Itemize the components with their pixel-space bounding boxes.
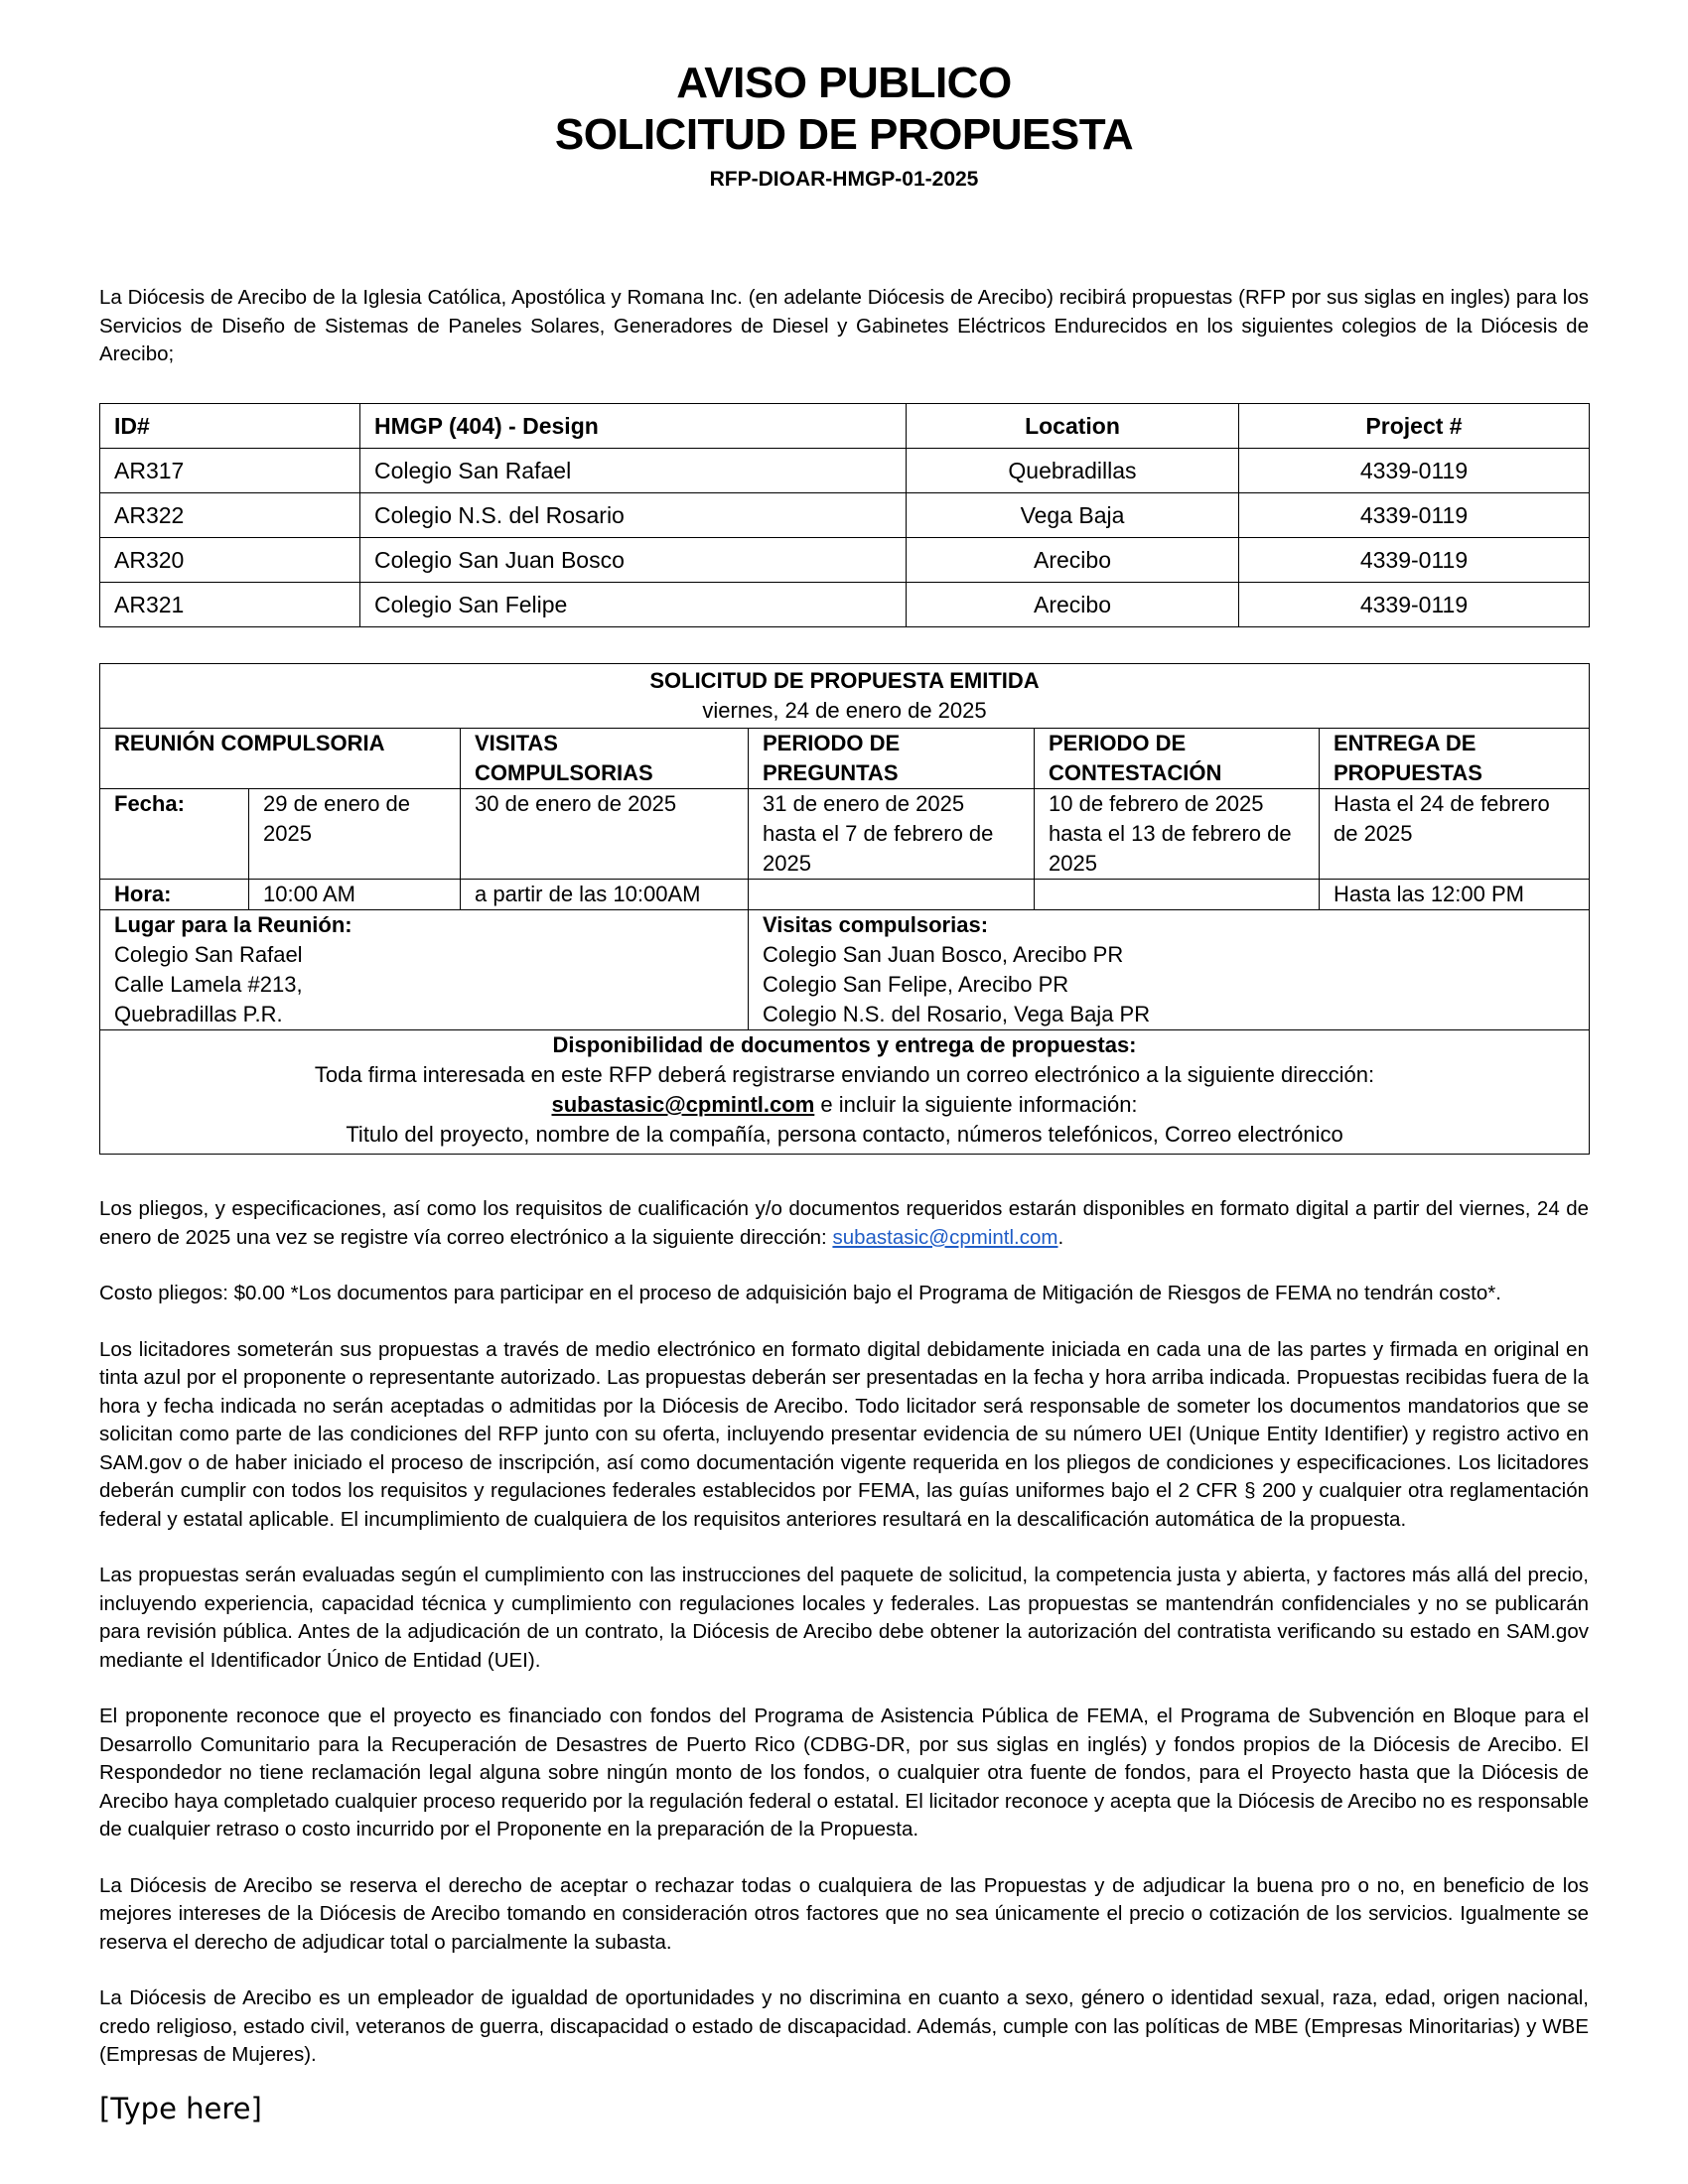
col-header-project: Project # — [1239, 404, 1590, 449]
lugar-line: Quebradillas P.R. — [114, 1002, 283, 1026]
cell-project: 4339-0119 — [1239, 538, 1590, 583]
paragraph-financiamiento: El proponente reconoce que el proyecto es financiado con fondos del Programa de Asistencia Pública de FEMA, el Programa de Subvención en Bloque para el Desarrollo Comunitario para la Recuperación de Desastres de Puerto Rico (CDBG-DR, por sus siglas en inglés) y fondos propios de la Diócesis de Arecibo. El Respondedor no tiene reclamación legal alguna sobre ningún monto de los fondos, o cualquier otra fuente de fondos, para el Proyecto hasta que la Diócesis de Arecibo haya completado cualquier proceso requerido por la regulación federal o estatal. El licitador reconoce y acepta que la Diócesis de Arecibo no es responsable de cualquier retraso o costo incurrido por el Proponente en la preparación de la Propuesta. — [99, 1705, 1589, 1841]
schedule-hora-row — [100, 880, 1590, 910]
disponibilidad-line2-rest: e incluir la siguiente información: — [814, 1092, 1138, 1117]
hora-visitas: a partir de las 10:00AM — [461, 880, 749, 910]
schedule-title-row — [100, 664, 1590, 729]
lugar-label: Lugar para la Reunión: — [114, 912, 352, 937]
intro-paragraph: La Diócesis de Arecibo de la Iglesia Católica, Apostólica y Romana Inc. (en adelante Diócesis de Arecibo) recibirá propuestas (RFP por sus siglas en ingles) para los Servicios de Diseño de Sistemas de Paneles Solares, Generadores de Diesel y Gabinetes Eléctricos Endurecidos en los siguientes colegios de la Diócesis de Arecibo; — [99, 286, 1589, 365]
schedule-fecha-row — [100, 789, 1590, 880]
title-solicitud: SOLICITUD DE PROPUESTA — [554, 110, 1134, 159]
paragraph-licitadores: Los licitadores someterán sus propuestas a través de medio electrónico en formato digital debidamente iniciada en cada una de las partes y firmada en original en tinta azul por el proponente o representante autorizado. Las propuestas deberán ser presentadas en la fecha y hora arriba indicada. Propuestas recibidas fuera de la hora y fecha indicada no serán aceptadas o admitidas por la Diócesis de Arecibo. Todo licitador será responsable de someter los documentos mandatorios que se solicitan como parte de las condiciones del RFP junto con su oferta, incluyendo presentar evidencia de su número UEI (Unique Entity Identifier) y registro activo en SAM.gov o de haber iniciado el proceso de inscripción, así como documentación vigente requerida en los pliegos de condiciones y especificaciones. Los licitadores deberán cumplir con todos los requisitos y regulaciones federales establecidos por FEMA, las guías uniformes bajo el 2 CFR § 200 y cualquier otra reglamentación federal y estatal aplicable. El incumplimiento de cualquiera de los requisitos anteriores resultará en la descalificación automática de la propuesta. — [99, 1337, 1589, 1531]
disponibilidad-line1: Toda firma interesada en este RFP deberá registrarse enviando un correo electrónico a la siguiente dirección: — [314, 1062, 1375, 1087]
disponibilidad-cell — [100, 1030, 1590, 1155]
cell-id: AR317 — [100, 449, 360, 493]
cell-location: Arecibo — [907, 583, 1239, 627]
cell-project: 4339-0119 — [1239, 449, 1590, 493]
email-link[interactable]: subastasic@cpmintl.com — [551, 1092, 815, 1117]
schedule-issued-date: viernes, 24 de enero de 2025 — [702, 698, 987, 723]
col-entrega-propuestas: ENTREGA DE PROPUESTAS — [1320, 729, 1590, 789]
schedule-table — [99, 663, 1590, 1155]
paragraph-derechos: La Diócesis de Arecibo se reserva el derecho de aceptar o rechazar todas o cualquiera de las Propuestas y de adjudicar la buena pro o no, en beneficio de los mejores intereses de la Diócesis de Arecibo tomando en consideración otros factores que no sea únicamente el precio o cotización de los servicios. Igualmente se reserva el derecho de adjudicar total o parcialmente la subasta. — [99, 1873, 1589, 1954]
cell-project: 4339-0119 — [1239, 493, 1590, 538]
cell-id: AR320 — [100, 538, 360, 583]
paragraph-igualdad: La Diócesis de Arecibo es un empleador de igualdad de oportunidades y no discrimina en cuanto a sexo, género o identidad sexual, raza, edad, origen nacional, credo religioso, estado civil, veteranos de guerra, discapacidad o estado de discapacidad. Además, cumple con las políticas de MBE (Empresas Minoritarias) y WBE (Empresas de Mujeres). — [99, 1986, 1589, 2066]
schedule-lugar-row — [100, 910, 1590, 1030]
col-reunion-compulsoria: REUNIÓN COMPULSORIA — [100, 729, 461, 789]
hora-label: Hora: — [100, 880, 249, 910]
pliegos-email-link[interactable]: subastasic@cpmintl.com — [832, 1225, 1058, 1249]
visitas-line: Colegio San Felipe, Arecibo PR — [763, 972, 1069, 997]
projects-header-row — [100, 404, 1590, 449]
cell-location: Quebradillas — [907, 449, 1239, 493]
fecha-contestacion: 10 de febrero de 2025 hasta el 13 de febrero de 2025 — [1035, 789, 1320, 880]
hora-reunion: 10:00 AM — [249, 880, 461, 910]
fecha-preguntas: 31 de enero de 2025 hasta el 7 de febrero de 2025 — [749, 789, 1035, 880]
visitas-line: Colegio San Juan Bosco, Arecibo PR — [763, 942, 1124, 967]
cell-school: Colegio San Rafael — [360, 449, 907, 493]
schedule-header-row — [100, 729, 1590, 789]
rfp-code: RFP-DIOAR-HMGP-01-2025 — [709, 168, 979, 191]
fecha-entrega: Hasta el 24 de febrero de 2025 — [1320, 789, 1590, 880]
col-periodo-contestacion: PERIODO DE CONTESTACIÓN — [1035, 729, 1320, 789]
footer-placeholder[interactable]: [Type here] — [99, 2092, 262, 2125]
table-row — [100, 493, 1590, 538]
paragraph-pliegos-text: Los pliegos, y especificaciones, así como los requisitos de cualificación y/o documentos requeridos estarán disponibles en formato digital a partir del viernes, 24 de enero de 2025 una vez se registre vía correo electrónico a la siguiente dirección: — [99, 1197, 1589, 1249]
hora-entrega: Hasta las 12:00 PM — [1320, 880, 1590, 910]
table-row — [100, 583, 1590, 627]
paragraph-costo: Costo pliegos: $0.00 *Los documentos para participar en el proceso de adquisición bajo el Programa de Mitigación de Riesgos de FEMA no tendrán costo*. — [99, 1282, 1501, 1304]
lugar-line: Calle Lamela #213, — [114, 972, 303, 997]
table-row — [100, 538, 1590, 583]
document-header — [0, 58, 1688, 195]
fecha-reunion: 29 de enero de 2025 — [249, 789, 461, 880]
paragraph-evaluacion: Las propuestas serán evaluadas según el cumplimiento con las instrucciones del paquete de solicitud, la competencia justa y abierta, y factores más allá del precio, incluyendo experiencia, capacidad técnica y cumplimiento con regulaciones locales y federales. Las propuestas se mantendrán confidenciales y no se publicarán para revisión pública. Antes de la adjudicación de un contrato, la Diócesis de Arecibo debe obtener la autorización del contratista verificando su estado en SAM.gov mediante el Identificador Único de Entidad (UEI). — [99, 1564, 1589, 1672]
table-row — [100, 449, 1590, 493]
hora-contestacion — [1035, 880, 1320, 910]
cell-school: Colegio San Juan Bosco — [360, 538, 907, 583]
hora-preguntas — [749, 880, 1035, 910]
schedule-title: SOLICITUD DE PROPUESTA EMITIDA — [649, 668, 1040, 693]
fecha-visitas: 30 de enero de 2025 — [461, 789, 749, 880]
col-visitas-compulsorias: VISITAS COMPULSORIAS — [461, 729, 749, 789]
cell-id: AR322 — [100, 493, 360, 538]
col-periodo-preguntas: PERIODO DE PREGUNTAS — [749, 729, 1035, 789]
visitas-line: Colegio N.S. del Rosario, Vega Baja PR — [763, 1002, 1151, 1026]
lugar-line: Colegio San Rafael — [114, 942, 303, 967]
paragraph-pliegos-end: . — [1057, 1225, 1064, 1249]
body-paragraphs — [99, 1195, 1589, 2070]
disponibilidad-line2 — [114, 1090, 1575, 1120]
visitas-cell — [749, 910, 1590, 1030]
schedule-disponibilidad-row — [100, 1030, 1590, 1155]
col-header-design: HMGP (404) - Design — [360, 404, 907, 449]
projects-table — [99, 403, 1590, 627]
cell-school: Colegio San Felipe — [360, 583, 907, 627]
cell-location: Vega Baja — [907, 493, 1239, 538]
cell-project: 4339-0119 — [1239, 583, 1590, 627]
fecha-label: Fecha: — [100, 789, 249, 880]
col-header-id: ID# — [100, 404, 360, 449]
title-aviso-publico: AVISO PUBLICO — [676, 59, 1012, 107]
col-header-location: Location — [907, 404, 1239, 449]
cell-location: Arecibo — [907, 538, 1239, 583]
cell-id: AR321 — [100, 583, 360, 627]
visitas-label: Visitas compulsorias: — [763, 912, 989, 937]
disponibilidad-title: Disponibilidad de documentos y entrega de propuestas: — [552, 1032, 1137, 1057]
disponibilidad-line3: Titulo del proyecto, nombre de la compañía, persona contacto, números telefónicos, Correo electrónico — [346, 1122, 1343, 1147]
lugar-reunion-cell — [100, 910, 749, 1030]
cell-school: Colegio N.S. del Rosario — [360, 493, 907, 538]
intro-block — [99, 284, 1589, 369]
paragraph-pliegos — [99, 1195, 1589, 1252]
